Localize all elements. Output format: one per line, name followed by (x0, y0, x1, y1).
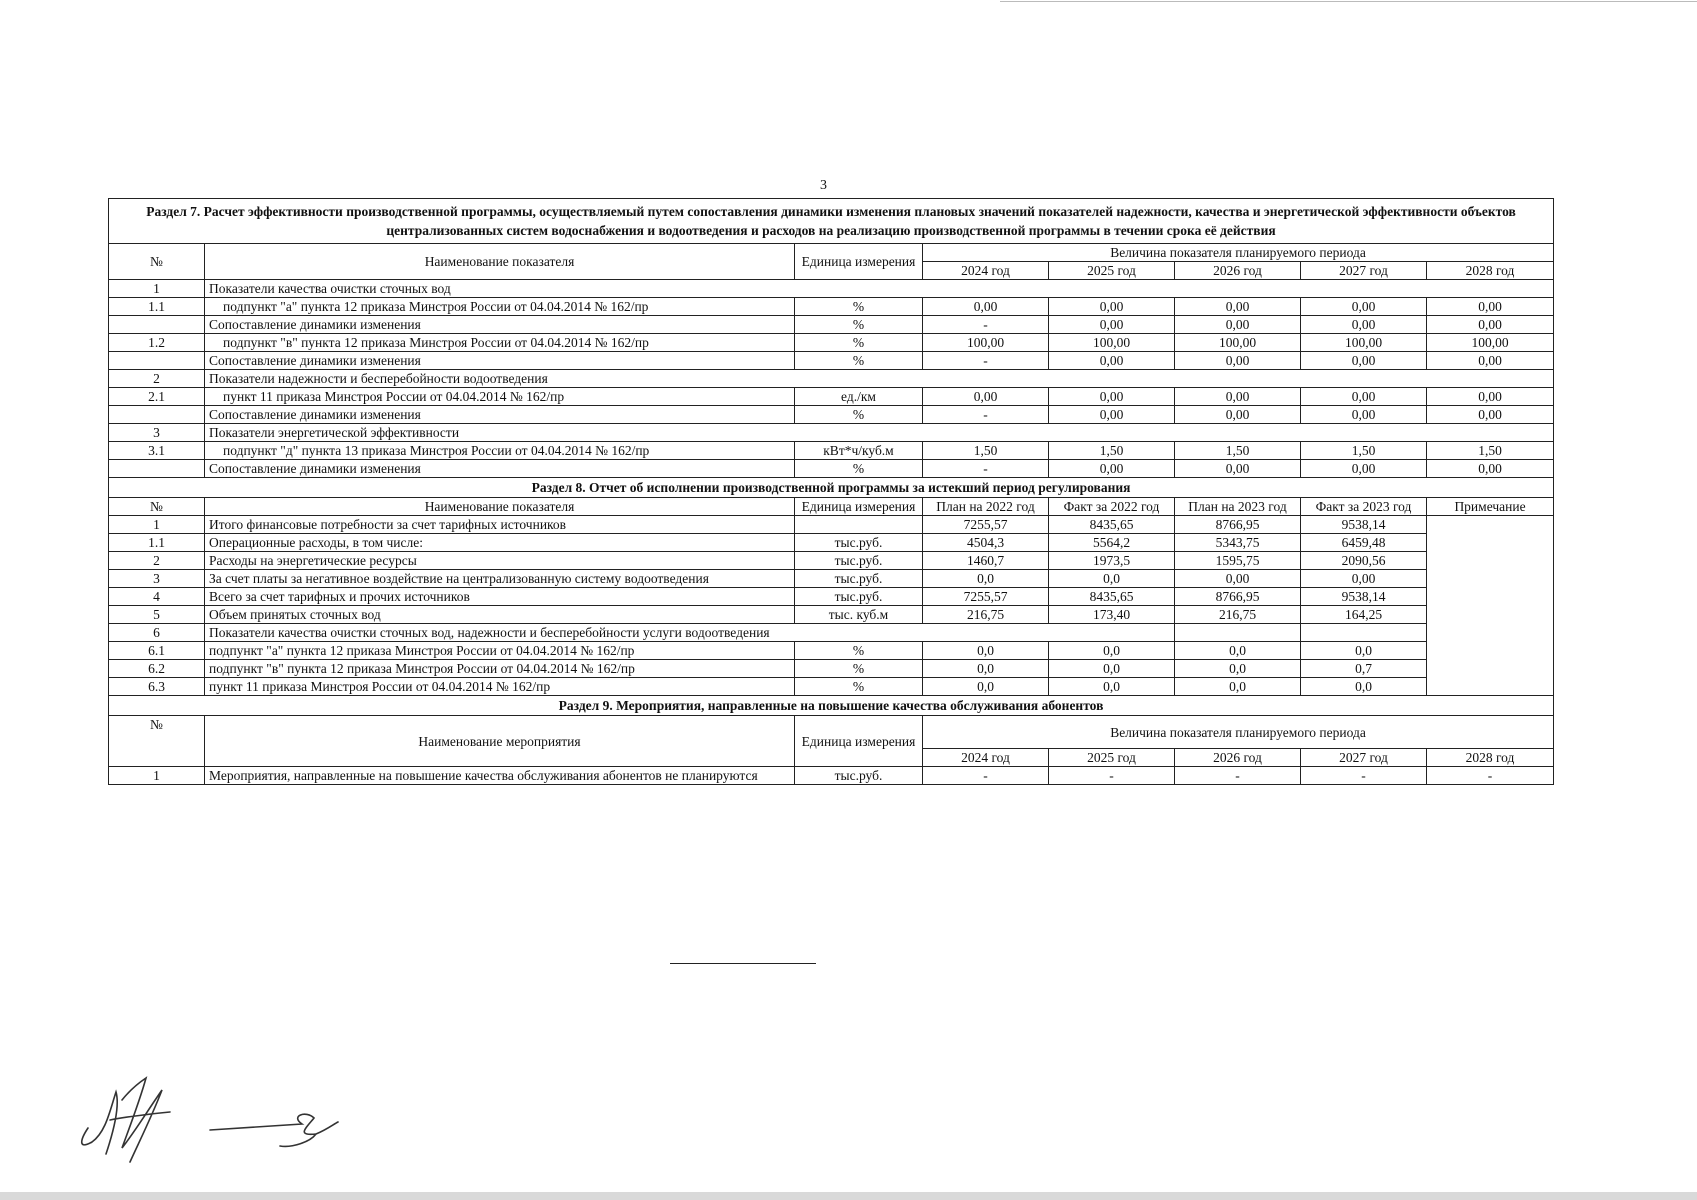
section-9-rows (109, 767, 1554, 785)
col-header-year: 2026 год (1175, 749, 1301, 767)
row-number: 2 (109, 552, 205, 570)
value-cell: 7255,57 (923, 588, 1049, 606)
value-cell: 0,0 (923, 570, 1049, 588)
value-cell: 0,00 (1301, 316, 1427, 334)
value-cell: 0,00 (923, 388, 1049, 406)
value-cell: 0,00 (1427, 388, 1554, 406)
section-7-rows (109, 280, 1554, 478)
value-cell: 0,00 (1175, 460, 1301, 478)
value-cell: 6459,48 (1301, 534, 1427, 552)
value-cell: 100,00 (923, 334, 1049, 352)
row-number: 1 (109, 767, 205, 785)
col-header-year: 2025 год (1049, 749, 1175, 767)
value-cell: 0,00 (1427, 406, 1554, 424)
unit-cell: тыс.руб. (795, 570, 923, 588)
col-header-year: 2028 год (1427, 749, 1554, 767)
value-cell: 1973,5 (1049, 552, 1175, 570)
indicator-name: Расходы на энергетические ресурсы (205, 552, 795, 570)
value-cell: 8435,65 (1049, 516, 1175, 534)
value-cell: 0,0 (1301, 642, 1427, 660)
value-cell: 0,00 (1175, 570, 1301, 588)
table-row (109, 370, 1554, 388)
unit-cell: % (795, 352, 923, 370)
value-cell: 2090,56 (1301, 552, 1427, 570)
value-cell: 0,00 (1049, 460, 1175, 478)
unit-cell: % (795, 660, 923, 678)
unit-cell: % (795, 678, 923, 696)
value-cell: 0,00 (1427, 316, 1554, 334)
table-row (109, 424, 1554, 442)
col-header-unit: Единица измерения (795, 498, 923, 516)
unit-cell: тыс.руб. (795, 552, 923, 570)
value-cell: 0,0 (1049, 642, 1175, 660)
value-cell: 100,00 (1301, 334, 1427, 352)
unit-cell: % (795, 298, 923, 316)
value-cell: 0,7 (1301, 660, 1427, 678)
value-cell: 0,0 (923, 678, 1049, 696)
value-cell: 8766,95 (1175, 516, 1301, 534)
closing-rule (670, 963, 816, 964)
value-cell: 216,75 (923, 606, 1049, 624)
indicator-name: подпункт "в" пункта 12 приказа Минстроя России от 04.04.2014 № 162/пр (205, 334, 795, 352)
row-number (109, 316, 205, 334)
col-header-fact-2022: Факт за 2022 год (1049, 498, 1175, 516)
table-row (109, 298, 1554, 316)
row-number: 1 (109, 280, 205, 298)
col-header-name: Наименование мероприятия (205, 716, 795, 767)
table-row (109, 316, 1554, 334)
row-number: 4 (109, 588, 205, 606)
section-8-title: Раздел 8. Отчет об исполнении производственной программы за истекший период регулирования (109, 478, 1554, 498)
value-cell: 9538,14 (1301, 516, 1427, 534)
row-number (109, 406, 205, 424)
col-header-plan-2022: План на 2022 год (923, 498, 1049, 516)
value-cell: 5343,75 (1175, 534, 1301, 552)
value-cell: 173,40 (1049, 606, 1175, 624)
unit-cell: % (795, 406, 923, 424)
col-header-year: 2026 год (1175, 262, 1301, 280)
unit-cell (795, 516, 923, 534)
value-cell: - (1427, 767, 1554, 785)
value-cell: 0,00 (1175, 406, 1301, 424)
scan-bottom-edge (0, 1192, 1697, 1200)
row-number: 3 (109, 424, 205, 442)
section-9 (109, 696, 1554, 767)
value-cell: - (923, 352, 1049, 370)
indicator-name: пункт 11 приказа Минстроя России от 04.04.2014 № 162/пр (205, 388, 795, 406)
table-row (109, 552, 1554, 570)
col-header-name: Наименование показателя (205, 498, 795, 516)
col-header-unit: Единица измерения (795, 716, 923, 767)
col-header-num: № (109, 716, 205, 767)
document-body (108, 198, 1553, 785)
table-row (109, 388, 1554, 406)
table-row (109, 606, 1554, 624)
value-cell: 4504,3 (923, 534, 1049, 552)
value-cell: - (923, 316, 1049, 334)
row-number (109, 460, 205, 478)
group-title: Показатели энергетической эффективности (205, 424, 1554, 442)
row-number: 1.1 (109, 298, 205, 316)
value-cell: 0,00 (1049, 352, 1175, 370)
row-number: 6.2 (109, 660, 205, 678)
row-number: 6 (109, 624, 205, 642)
table-row (109, 678, 1554, 696)
unit-cell: % (795, 460, 923, 478)
table-row (109, 767, 1554, 785)
table-row (109, 334, 1554, 352)
value-cell: 0,00 (1301, 460, 1427, 478)
table-row (109, 624, 1554, 642)
unit-cell: % (795, 334, 923, 352)
indicator-name: подпункт "в" пункта 12 приказа Минстроя России от 04.04.2014 № 162/пр (205, 660, 795, 678)
table-row (109, 516, 1554, 534)
group-title: Показатели качества очистки сточных вод (205, 280, 1554, 298)
report-table (108, 198, 1554, 785)
col-header-period: Величина показателя планируемого периода (923, 716, 1554, 749)
value-cell: - (923, 460, 1049, 478)
value-cell: 1595,75 (1175, 552, 1301, 570)
value-cell: 5564,2 (1049, 534, 1175, 552)
indicator-name: подпункт "а" пункта 12 приказа Минстроя России от 04.04.2014 № 162/пр (205, 642, 795, 660)
value-cell: 0,00 (1301, 352, 1427, 370)
group-title: Показатели качества очистки сточных вод, надежности и бесперебойности услуги водоотведения (205, 624, 1175, 642)
value-cell: 0,0 (1049, 678, 1175, 696)
col-header-note: Примечание (1427, 498, 1554, 516)
indicator-name: Сопоставление динамики изменения (205, 316, 795, 334)
indicator-name: Сопоставление динамики изменения (205, 352, 795, 370)
table-row (109, 588, 1554, 606)
col-header-fact-2023: Факт за 2023 год (1301, 498, 1427, 516)
col-header-period: Величина показателя планируемого периода (923, 244, 1554, 262)
section-8-rows (109, 516, 1554, 696)
scan-edge-line (1000, 1, 1697, 2)
section-9-title: Раздел 9. Мероприятия, направленные на повышение качества обслуживания абонентов (109, 696, 1554, 716)
col-header-num: № (109, 244, 205, 280)
unit-cell: кВт*ч/куб.м (795, 442, 923, 460)
value-cell: 216,75 (1175, 606, 1301, 624)
unit-cell: тыс. куб.м (795, 606, 923, 624)
indicator-name: Сопоставление динамики изменения (205, 406, 795, 424)
value-cell: 7255,57 (923, 516, 1049, 534)
value-cell: 0,00 (1175, 316, 1301, 334)
row-number: 6.1 (109, 642, 205, 660)
indicator-name: подпункт "а" пункта 12 приказа Минстроя России от 04.04.2014 № 162/пр (205, 298, 795, 316)
value-cell: 0,0 (923, 660, 1049, 678)
value-cell: 8435,65 (1049, 588, 1175, 606)
value-cell: 0,00 (1175, 298, 1301, 316)
indicator-name: Операционные расходы, в том числе: (205, 534, 795, 552)
value-cell: 0,00 (1175, 352, 1301, 370)
value-cell: - (1049, 767, 1175, 785)
unit-cell: тыс.руб. (795, 534, 923, 552)
value-cell: 164,25 (1301, 606, 1427, 624)
value-cell: 100,00 (1175, 334, 1301, 352)
unit-cell: тыс.руб. (795, 767, 923, 785)
value-cell: 0,00 (1175, 388, 1301, 406)
table-row (109, 406, 1554, 424)
table-row (109, 280, 1554, 298)
col-header-num: № (109, 498, 205, 516)
indicator-name: Сопоставление динамики изменения (205, 460, 795, 478)
value-cell: 0,0 (1301, 678, 1427, 696)
value-cell: 0,00 (923, 298, 1049, 316)
row-number: 2.1 (109, 388, 205, 406)
row-number: 2 (109, 370, 205, 388)
indicator-name: Объем принятых сточных вод (205, 606, 795, 624)
signature (70, 1070, 370, 1180)
section-8 (109, 478, 1554, 516)
indicator-name: подпункт "д" пункта 13 приказа Минстроя России от 04.04.2014 № 162/пр (205, 442, 795, 460)
value-cell: 1,50 (1049, 442, 1175, 460)
value-cell: - (923, 767, 1049, 785)
value-cell: 1,50 (923, 442, 1049, 460)
value-cell: 0,00 (1049, 316, 1175, 334)
col-header-year: 2025 год (1049, 262, 1175, 280)
row-number: 1.1 (109, 534, 205, 552)
value-cell: 0,00 (1301, 298, 1427, 316)
value-cell: 0,00 (1301, 406, 1427, 424)
unit-cell: % (795, 642, 923, 660)
row-number: 6.3 (109, 678, 205, 696)
row-number: 1 (109, 516, 205, 534)
indicator-name: За счет платы за негативное воздействие на централизованную систему водоотведения (205, 570, 795, 588)
value-cell: 0,00 (1427, 460, 1554, 478)
value-cell: 0,00 (1049, 406, 1175, 424)
table-row (109, 442, 1554, 460)
note-cell (1427, 516, 1554, 696)
empty-cell (1175, 624, 1301, 642)
col-header-year: 2028 год (1427, 262, 1554, 280)
col-header-year: 2024 год (923, 262, 1049, 280)
col-header-year: 2024 год (923, 749, 1049, 767)
col-header-plan-2023: План на 2023 год (1175, 498, 1301, 516)
value-cell: 0,00 (1301, 388, 1427, 406)
value-cell: 1,50 (1301, 442, 1427, 460)
value-cell: 0,0 (1175, 642, 1301, 660)
indicator-name: Итого финансовые потребности за счет тарифных источников (205, 516, 795, 534)
row-number (109, 352, 205, 370)
unit-cell: ед./км (795, 388, 923, 406)
empty-cell (1301, 624, 1427, 642)
value-cell: 9538,14 (1301, 588, 1427, 606)
value-cell: 8766,95 (1175, 588, 1301, 606)
table-row (109, 660, 1554, 678)
value-cell: 0,0 (1049, 660, 1175, 678)
value-cell: 100,00 (1049, 334, 1175, 352)
value-cell: 0,00 (1049, 388, 1175, 406)
table-row (109, 642, 1554, 660)
section-7 (109, 199, 1554, 280)
value-cell: 0,0 (1175, 678, 1301, 696)
value-cell: - (923, 406, 1049, 424)
indicator-name: Всего за счет тарифных и прочих источников (205, 588, 795, 606)
col-header-year: 2027 год (1301, 749, 1427, 767)
row-number: 3.1 (109, 442, 205, 460)
table-row (109, 570, 1554, 588)
group-title: Показатели надежности и бесперебойности водоотведения (205, 370, 1554, 388)
value-cell: 0,00 (1427, 298, 1554, 316)
value-cell: 0,00 (1049, 298, 1175, 316)
value-cell: - (1301, 767, 1427, 785)
value-cell: 1,50 (1427, 442, 1554, 460)
unit-cell: тыс.руб. (795, 588, 923, 606)
col-header-name: Наименование показателя (205, 244, 795, 280)
row-number: 5 (109, 606, 205, 624)
value-cell: 0,0 (1175, 660, 1301, 678)
section-7-title: Раздел 7. Расчет эффективности производственной программы, осуществляемый путем сопоставления динамики изменения плановых значений показателей надежности, качества и энергетической эффективности объектов централизованных систем водоснабжения и водоотведения и расходов на реализацию производственной программы в течении срока её действия (109, 199, 1554, 244)
value-cell: 100,00 (1427, 334, 1554, 352)
indicator-name: пункт 11 приказа Минстроя России от 04.04.2014 № 162/пр (205, 678, 795, 696)
row-number: 3 (109, 570, 205, 588)
value-cell: - (1175, 767, 1301, 785)
value-cell: 0,0 (1049, 570, 1175, 588)
value-cell: 1,50 (1175, 442, 1301, 460)
value-cell: 0,0 (923, 642, 1049, 660)
measure-name: Мероприятия, направленные на повышение качества обслуживания абонентов не планируются (205, 767, 795, 785)
col-header-unit: Единица измерения (795, 244, 923, 280)
table-row (109, 460, 1554, 478)
unit-cell: % (795, 316, 923, 334)
table-row (109, 352, 1554, 370)
value-cell: 0,00 (1427, 352, 1554, 370)
value-cell: 0,00 (1301, 570, 1427, 588)
col-header-year: 2027 год (1301, 262, 1427, 280)
row-number: 1.2 (109, 334, 205, 352)
table-row (109, 534, 1554, 552)
value-cell: 1460,7 (923, 552, 1049, 570)
page-number: 3 (820, 178, 827, 193)
